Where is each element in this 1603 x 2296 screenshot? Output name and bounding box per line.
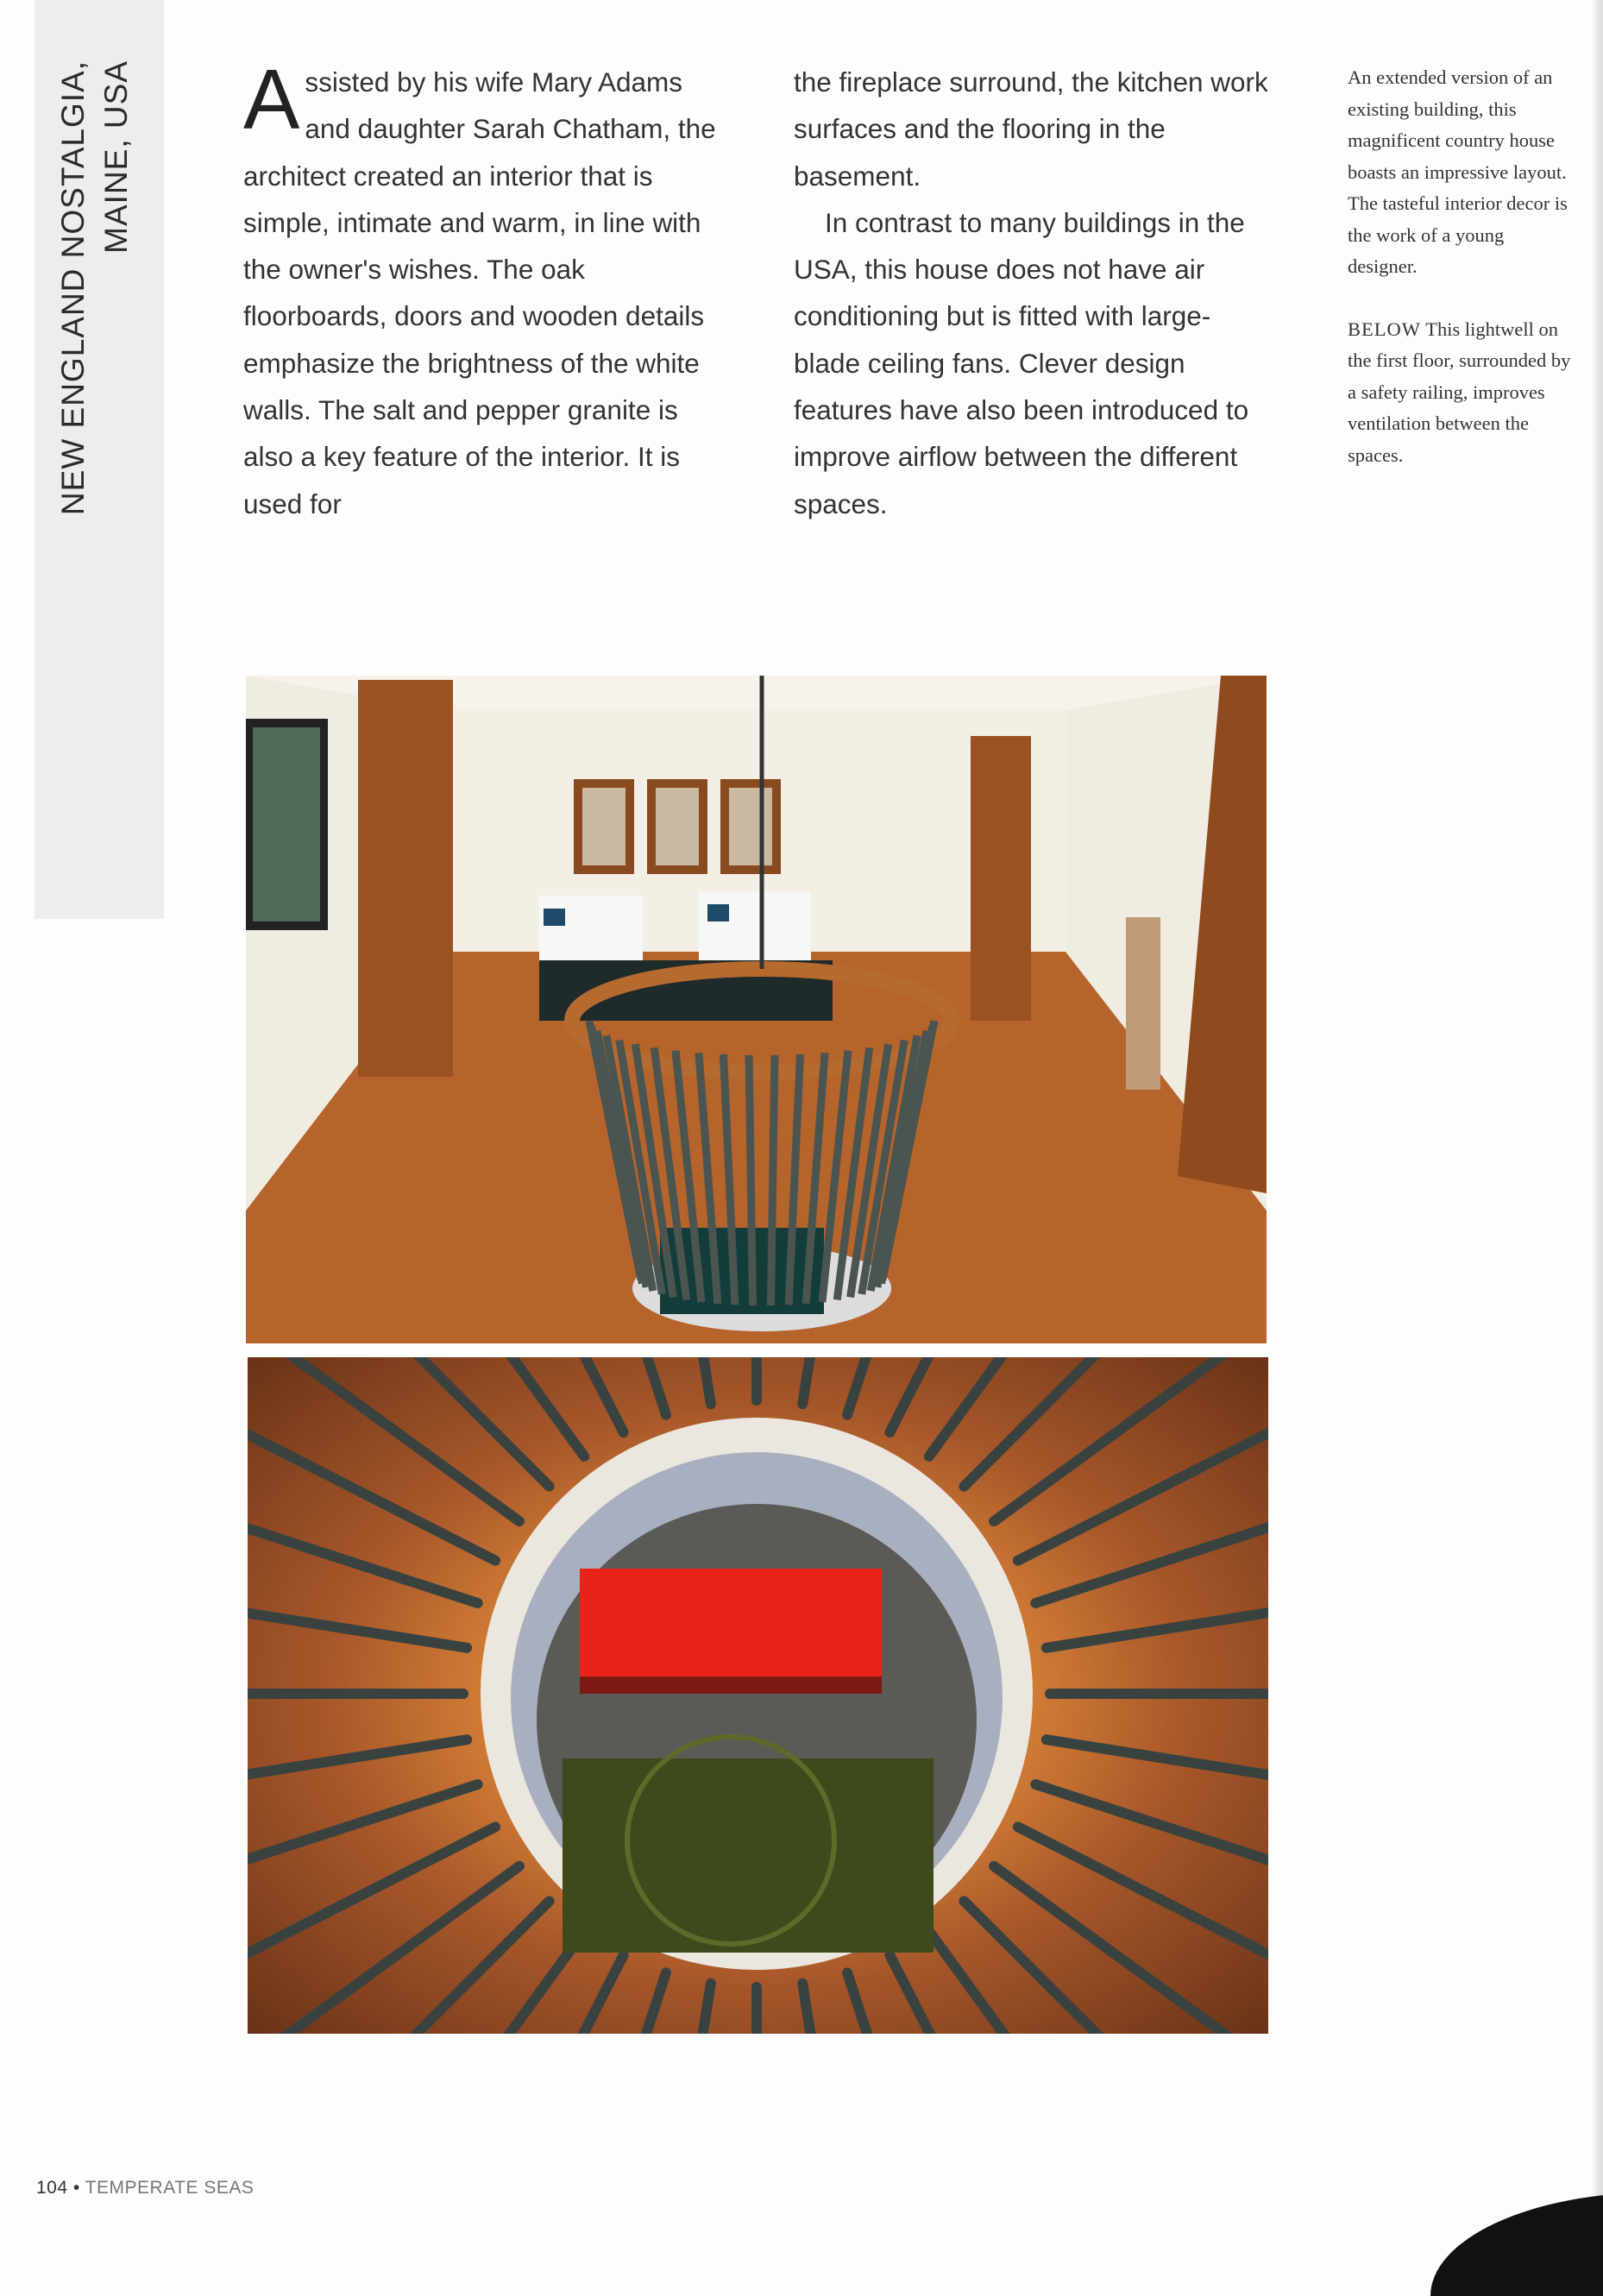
drop-cap: A: [243, 52, 300, 147]
baluster: [770, 1055, 774, 1305]
body-column-1: [243, 52, 726, 527]
section-title-line1: NEW ENGLAND NOSTALGIA,: [55, 60, 91, 516]
body-paragraph: ssisted by his wife Mary Adams and daughter Sarah Chatham, the architect created an interior that is simple, intimate and warm, in line with the owner's wishes. The oak floorboards, doors and wooden details emphasize the brightness of the white walls. The salt and pepper granite is also a key feature of the interior. It is used for: [243, 66, 716, 519]
lightwell-image: [248, 1357, 1268, 2034]
section-title-line2: MAINE, USA: [98, 60, 134, 254]
caption-below-text: This lightwell on the first floor, surrounded by a safety railing, improves ventilation between the spaces.: [1348, 318, 1571, 466]
caption-main: An extended version of an existing building, this magnificent country house boasts an impressive layout. The tasteful interior decor is the work of a young designer.: [1348, 66, 1568, 277]
caption-below-label: BELOW: [1348, 318, 1421, 340]
page-footer: [36, 2178, 254, 2198]
body-column-2: [794, 59, 1277, 527]
page-number: 104: [36, 2178, 68, 2198]
page-edge: [1591, 0, 1603, 2261]
hallway-image: [246, 676, 1267, 1343]
scan-shadow: [1430, 2192, 1603, 2296]
captions: [1348, 62, 1572, 502]
body-paragraph: In contrast to many buildings in the USA, this house does not have air conditioning but is fitted with large-blade ceiling fans. Clever design features have also been introduced to improve airflow between the different spaces.: [794, 206, 1249, 519]
caption-below: [1348, 314, 1572, 472]
footer-section-name: TEMPERATE SEAS: [85, 2178, 255, 2198]
baluster: [749, 1055, 752, 1305]
footer-separator: •: [72, 2178, 80, 2198]
photo-upper-hallway: [246, 676, 1267, 1343]
body-paragraph: the fireplace surround, the kitchen work surfaces and the flooring in the basement.: [794, 66, 1268, 192]
section-title: [52, 60, 147, 578]
photo-lightwell-from-above: [248, 1357, 1268, 2034]
